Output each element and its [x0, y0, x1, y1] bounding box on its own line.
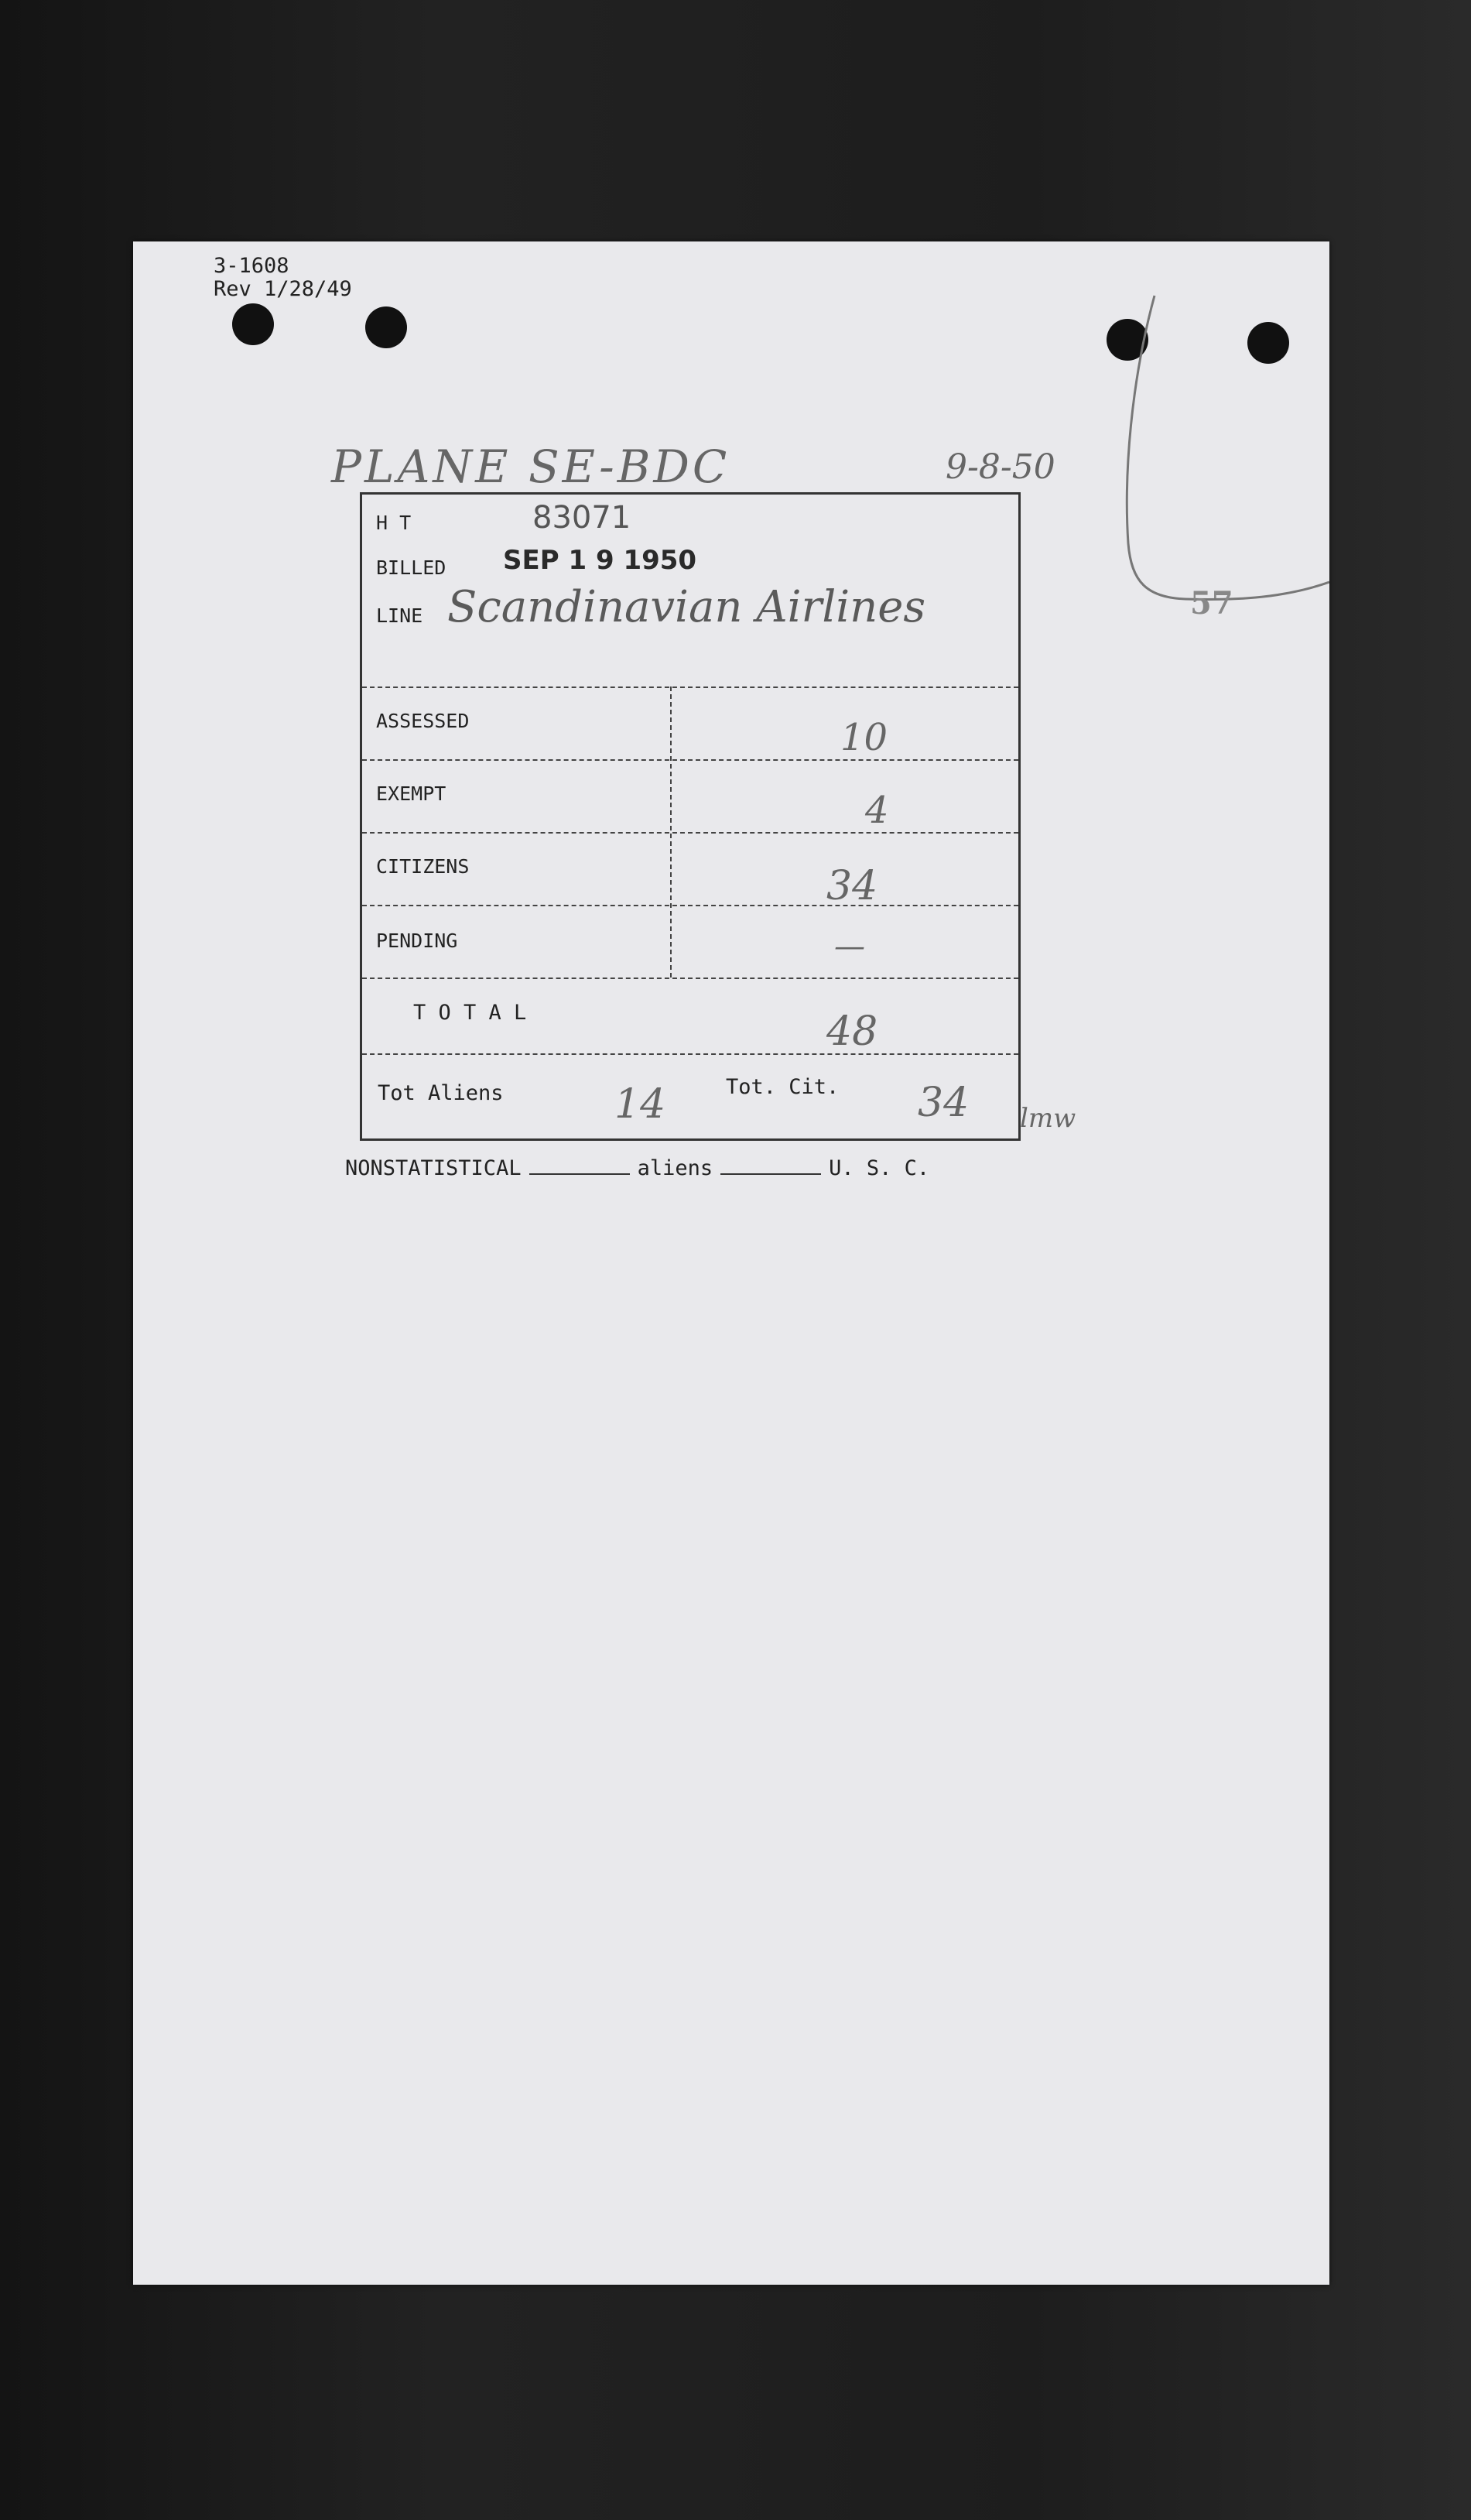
divider: [362, 686, 1018, 688]
form-number: 3-1608: [214, 254, 289, 278]
tot-cit-value: 34: [918, 1080, 970, 1126]
exempt-value: 4: [865, 789, 889, 832]
nonstat-blank: [529, 1158, 630, 1175]
divider: [362, 759, 1018, 761]
handwritten-date: 9-8-50: [946, 447, 1055, 487]
citizens-value: 34: [826, 863, 878, 909]
statistics-form: [360, 492, 1021, 1141]
divider: [362, 978, 1018, 979]
pending-label: PENDING: [376, 930, 458, 952]
citizens-label: CITIZENS: [376, 855, 470, 878]
punch-hole: [232, 303, 274, 345]
assessed-label: ASSESSED: [376, 710, 470, 732]
tot-aliens-label: Tot Aliens: [378, 1081, 504, 1105]
total-value: 48: [826, 1008, 878, 1055]
aliens-label: aliens: [637, 1156, 713, 1180]
total-label: T O T A L: [413, 1001, 527, 1025]
billed-label: BILLED: [376, 556, 446, 579]
pencil-bracket: [1062, 288, 1329, 628]
assessed-value: 10: [840, 716, 888, 759]
divider: [362, 905, 1018, 906]
pending-value: —: [834, 929, 865, 964]
column-divider: [670, 686, 672, 978]
aliens-blank: [720, 1158, 821, 1175]
divider: [362, 832, 1018, 834]
nonstat-label: NONSTATISTICAL: [345, 1156, 522, 1180]
initials: lmw: [1020, 1103, 1076, 1134]
page-number: 57: [1190, 585, 1233, 621]
document-page: [133, 241, 1329, 2285]
nonstatistical-line: [345, 1158, 929, 1179]
line-value: Scandinavian Airlines: [447, 582, 926, 632]
form-revision: Rev 1/28/49: [214, 277, 352, 301]
ht-number: 83071: [532, 500, 631, 536]
punch-hole: [365, 306, 407, 348]
line-label: LINE: [376, 604, 423, 627]
usc-label: U. S. C.: [829, 1156, 930, 1180]
exempt-label: EXEMPT: [376, 782, 446, 805]
divider: [362, 1053, 1018, 1055]
ht-label: H T: [376, 512, 412, 534]
tot-aliens-value: 14: [614, 1081, 666, 1128]
billed-date: SEP 1 9 1950: [503, 545, 697, 576]
plane-identifier: PLANE SE-BDC: [331, 440, 730, 493]
tot-cit-label: Tot. Cit.: [726, 1075, 840, 1099]
